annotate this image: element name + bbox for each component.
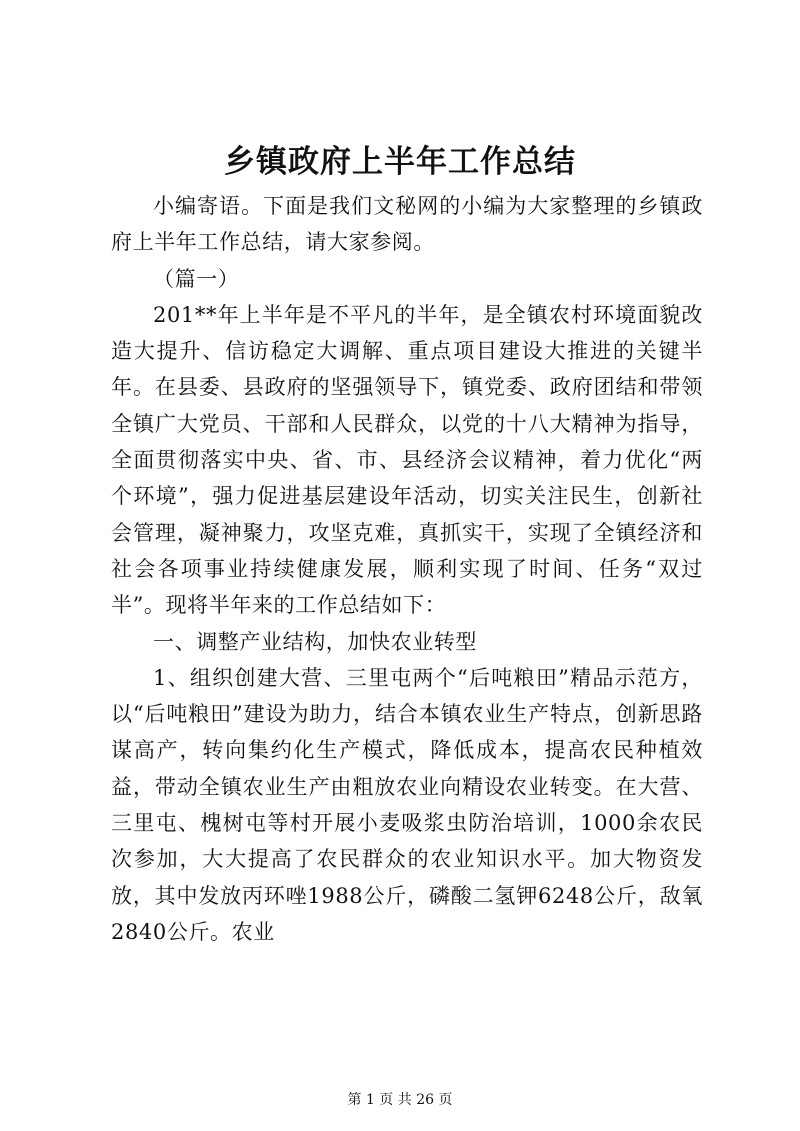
page-footer: 第 1 页 共 26 页	[347, 1092, 453, 1108]
document-body	[111, 188, 703, 950]
overview-paragraph: 201**年上半年是不平凡的半年，是全镇农村环境面貌改造大提升、信访稳定大调解、重点项目建设大推进的关键半年。在县委、县政府的坚强领导下，镇党委、政府团结和带领全镇广大党员、干部和人民群众，以党的十八大精神为指导，全面贯彻落实中央、省、市、县经济会议精神，着力优化“两个环境”，强力促进基层建设年活动，切实关注民生，创新社会管理，凝神聚力，攻坚克难，真抓实干，实现了全镇经济和社会各项事业持续健康发展，顺利实现了时间、任务“双过半”。现将半年来的工作总结如下：	[111, 302, 703, 618]
document-title: 乡镇政府上半年工作总结	[224, 144, 576, 180]
section-marker: （篇一）	[153, 266, 240, 291]
section-heading: 一、调整产业结构，加快农业转型	[153, 629, 477, 654]
item-paragraph: 1、组织创建大营、三里屯两个“后吨粮田”精品示范方，以“后吨粮田”建设为助力，结合本镇农业生产特点，创新思路谋高产，转向集约化生产模式，降低成本，提高农民种植效益，带动全镇农业生产由粗放农业向精设农业转变。在大营、三里屯、槐树屯等村开展小麦吸浆虫防治培训，1000余农民次参加，大大提高了农民群众的农业知识水平。加大物资发放，其中发放丙环唑1988公斤，磷酸二氢钾6248公斤，敌氧2840公斤。农业	[111, 665, 703, 944]
intro-paragraph: 小编寄语。下面是我们文秘网的小编为大家整理的乡镇政府上半年工作总结，请大家参阅。	[111, 194, 703, 255]
